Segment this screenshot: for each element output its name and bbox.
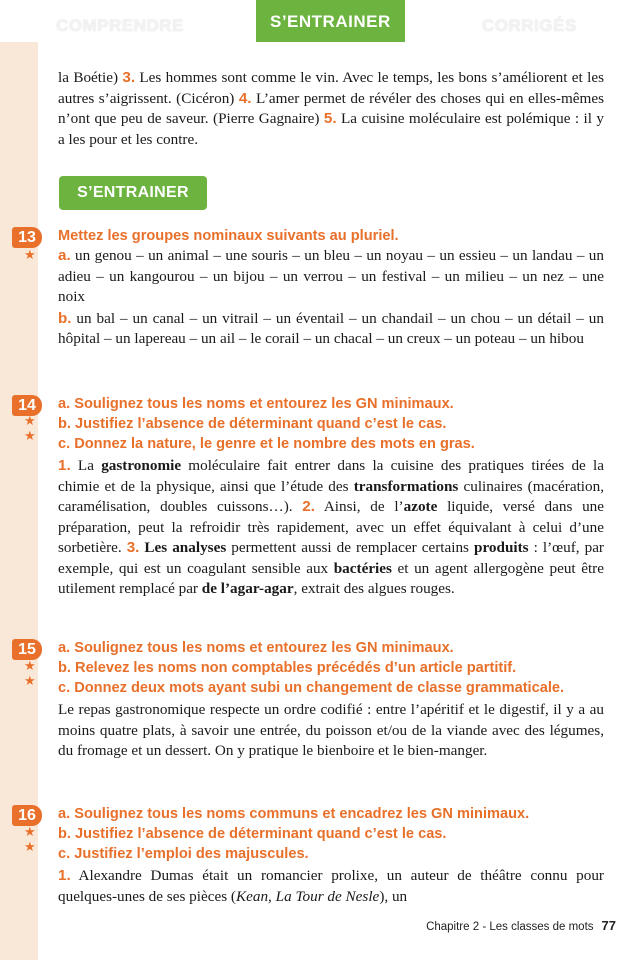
exercise-15: a. Soulignez tous les noms et entourez les GN minimaux. b. Relevez les noms non comptables précédés d’un article partitif. c. Donnez deux mots ayant subi un changement de classe grammaticale. Le repas gastronomique respecte un ordre codifié : entre l’apéritif et le digestif, il y a au moins quatre plats, à savoir une entrée, du poisson et/ou de la viande avec des légumes, du fromage et un dessert. On y pratique le bienboire et le bien-manger. [58,640,604,759]
difficulty-stars: ★ ★ [24,825,36,855]
exercise-14: a. Soulignez tous les noms et entourez les GN minimaux. b. Justifiez l’absence de déterminant quand c’est le cas. c. Donnez la nature, le genre et le nombre des mots en gras. 1. La gastronomie moléculaire fait entrer dans la cuisine des pratiques tirées de la chimie et de la physique, ainsi que l’étude des transformations culinaires (macération, caramélisation, doubles cuissons…). 2. Ainsi, de l’azote liquide, versé dans une préparation, peut la refroidir très rapidement, avec un effet équivalant à celui d’une sorbetière. 3. Les analyses permettent aussi de remplacer certains produits : l’œuf, par exemple, qui est un coagulant sensible aux bactéries et un agent allergogène peut être utilement remplacé par de l’agar-agar, extrait des algues rouges. [58,396,605,597]
intro-paragraph: la Boétie) 3. Les hommes sont comme le vin. Avec le temps, les bons s’améliorent et les autres s’aigrissent. (Cicéron) 4. L’amer permet de révéler des choses qui en elles-mêmes n’ont que peu de saveur. (Pierre Gagnaire) 5. La cuisine moléculaire est polémique : il y a les pour et les contre. [58,69,604,148]
exercise-13: Mettez les groupes nominaux suivants au pluriel. a. un genou – un animal – une souris – un bleu – un noyau – un essieu – un landau – un adieu – un kangourou – un bijou – un verrou – un festival – un milieu – un nez – une noix b. un bal – un canal – un vitrail – un éventail – un chandail – un chou – un détail – un hôpital – un lapereau – un ail – le corail – un chacal – un creux – un poteau – un hibou [58,228,604,347]
exercise-number-13: 13 [12,227,42,248]
sentence-number: 4. [238,89,252,107]
tab-bar [0,0,628,42]
tab-comprendre[interactable]: COMPRENDRE [56,16,184,35]
tab-corriges[interactable]: CORRIGÉS [482,16,577,35]
difficulty-stars: ★ [24,248,36,263]
page-footer [426,918,616,933]
sentence-number: 5. [323,110,337,127]
exercise-number-16: 16 [12,805,42,826]
section-label: S’ENTRAINER [59,176,207,210]
instruction: Mettez les groupes nominaux suivants au pluriel. [58,228,399,244]
exercise-number-14: 14 [12,395,42,416]
sentence-number: 3. [122,69,136,86]
page-number: 77 [601,918,616,933]
chapter-title: Chapitre 2 - Les classes de mots [426,921,594,933]
exercise-number-15: 15 [12,639,42,660]
difficulty-stars: ★ ★ [24,414,36,444]
exercise-16: a. Soulignez tous les noms communs et encadrez les GN minimaux. b. Justifiez l’absence de déterminant quand c’est le cas. c. Justifiez l’emploi des majuscules. 1. Alexandre Dumas était un romancier prolixe, un auteur de théâtre connu pour quelques-unes de ses pièces (Kean, La Tour de Nesle), un [58,806,604,905]
tab-sentrainer[interactable]: S’ENTRAINER [256,0,405,42]
difficulty-stars: ★ ★ [24,659,36,689]
